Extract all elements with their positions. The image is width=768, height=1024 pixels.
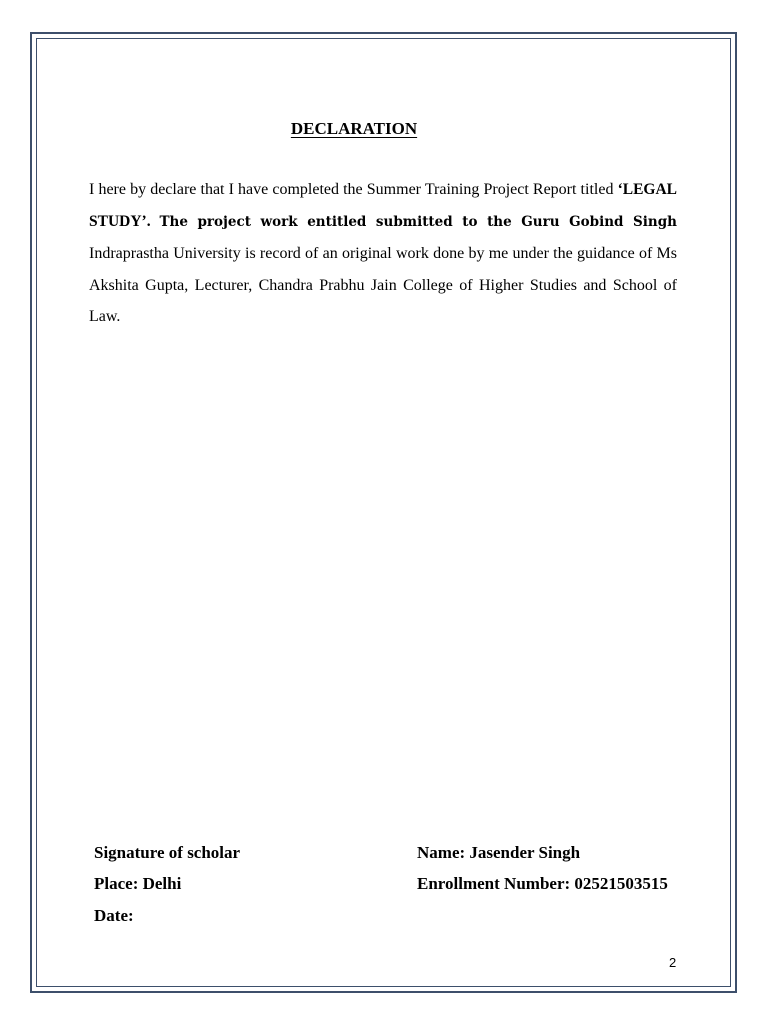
enrollment-number: Enrollment Number: 02521503515 <box>417 874 668 893</box>
project-title: ‘LEGAL STUDY’. <box>89 181 678 230</box>
paragraph-bold-text: The project work entitled submitted to the Guru Gobind Singh <box>159 213 677 230</box>
signature-label: Signature of scholar <box>94 843 241 862</box>
page-number: 2 <box>669 955 677 970</box>
scholar-name: Name: Jasender Singh <box>417 843 581 862</box>
paragraph-text-1: I here by declare that I have completed the Summer Training Project Report titled <box>89 181 614 198</box>
paragraph-text-2: Indraprastha University is record of an original work done by me under the guidance of Ms Akshita Gupta, Lecturer, Chandra Prabhu Jain College of Higher Studies and School of Law. <box>89 245 677 325</box>
date-label: Date: <box>94 906 134 925</box>
declaration-paragraph <box>89 174 677 333</box>
declaration-title: DECLARATION <box>290 119 418 138</box>
place-label: Place: Delhi <box>94 874 182 893</box>
